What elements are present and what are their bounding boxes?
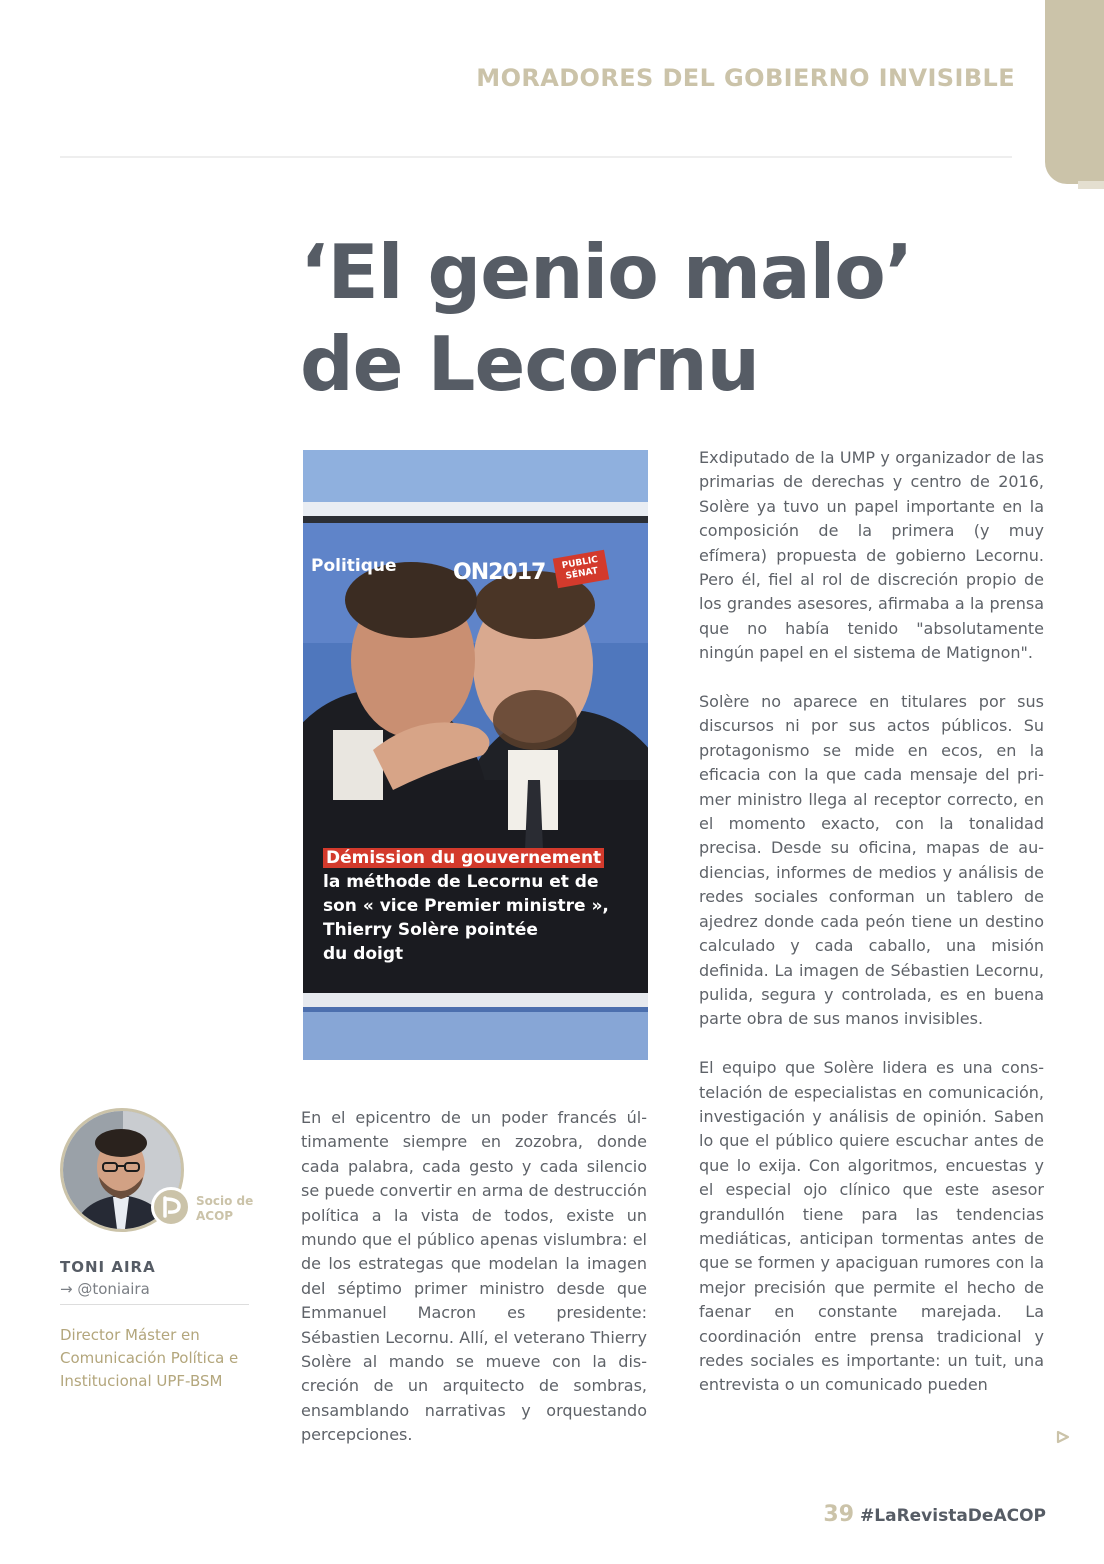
author-divider	[60, 1304, 249, 1305]
author-role-line: Director Máster en	[60, 1326, 200, 1344]
body-paragraph: Exdiputado de la UMP y organizador de las primarias de derechas y centro de 2016, Solère ya tuvo un papel importante en la composición de la primera (y muy efímera) propuesta de gobierno Lecornu. Pero él, fiel al rol de discreción propio de los grandes asesores, afirmaba a la prensa que no había tenido "absolutamente ningún papel en el sistema de Matignon".	[699, 448, 1044, 663]
photo-label: Politique	[311, 556, 397, 576]
author-role-line: Institucional UPF-BSM	[60, 1372, 223, 1390]
photo-caption-line: son « vice Premier ministre »,	[323, 896, 609, 916]
photo-caption-line: Thierry Solère pointée	[323, 920, 538, 940]
photo-caption-line: la méthode de Lecornu et de	[323, 872, 599, 892]
acop-logo-icon	[151, 1187, 191, 1227]
page-corner-notch	[1078, 181, 1104, 189]
article-headline	[300, 226, 1020, 410]
body-column-left	[301, 1106, 647, 1448]
page-corner-tab	[1045, 0, 1104, 184]
article-photo	[303, 450, 648, 1060]
photo-caption	[323, 846, 643, 966]
body-paragraph: En el epicentro de un poder francés últimamente siempre en zozobra, donde cada palabra, cada gesto y cada silencio se puede convertir en arma de destrucción política a la vista de todos, existe un mundo que el público apenas vislumbra: el de los estrategas que modelan la imagen del séptimo primer ministro desde que Emmanuel Macron es presidente: Sébastien Lecornu. Allí, el veterano Thierry Solère al mando se mueve con la discreción de un arquitecto de sombras, ensamblando narrativas y orquestando percepciones.	[301, 1108, 647, 1445]
headline-line-1: ‘El genio malo’	[300, 228, 913, 316]
magazine-hashtag[interactable]: #LaRevistaDeACOP	[860, 1506, 1046, 1526]
author-role	[60, 1324, 260, 1393]
section-title: MORADORES DEL GOBIERNO INVISIBLE	[476, 64, 1015, 92]
acop-p-icon	[159, 1195, 183, 1219]
body-paragraph: Solère no aparece en titulares por sus discursos ni por sus actos públicos. Su protagonismo se mide en ecos, en la eficacia con la que cada mensaje del primer ministro llega al receptor correcto, en el momento exacto, con la tonalidad precisa. Desde su oficina, mapas de audiencias, informes de medios y análisis de redes sociales conforman un tablero de ajedrez donde cada peón tiene un destino calculado y cada caballo, una misión definida. La imagen de Sébastien Lecornu, pulida, segura y controlada, es en buena parte obra de sus manos invisibles.	[699, 692, 1044, 1029]
acop-member-line: ACOP	[196, 1209, 234, 1223]
author-role-line: Comunicación Política e	[60, 1349, 239, 1367]
photo-illustration	[303, 450, 648, 1060]
page-number: 39	[823, 1502, 855, 1527]
photo-caption-line: du doigt	[323, 944, 404, 964]
photo-channel-badge: PUBLIC SÉNAT	[553, 550, 609, 589]
photo-caption-highlight: Démission du gouvernement	[323, 848, 604, 868]
body-paragraph: El equipo que Solère lidera es una constelación de especialistas en comunicación, investigación y análisis de opinión. Saben lo que el público quiere escuchar antes de que lo exija. Con algoritmos, encuestas y el especial ojo clínico que este asesor grandullón tiene para las tendencias mediáticas, anticipan tormentas antes de que se formen y apaciguan rumores con la mejor precisión que permite el hecho de faenar en constante marejada. La coordinación entre prensa tradicional y redes sociales es importante: un tuit, una entrevista o un comunicado pueden	[699, 1058, 1044, 1395]
author-handle[interactable]: → @toniaira	[60, 1280, 150, 1298]
acop-member-line: Socio de	[196, 1194, 254, 1208]
headline-line-2: de Lecornu	[300, 320, 760, 408]
author-name: TONI AIRA	[60, 1258, 156, 1276]
body-column-right	[699, 446, 1044, 1398]
continue-arrow-icon	[1056, 1430, 1070, 1444]
acop-member-label	[196, 1194, 253, 1224]
page-footer	[823, 1502, 1046, 1527]
header-divider	[60, 156, 1012, 158]
photo-background-text: ON2017	[453, 560, 546, 585]
